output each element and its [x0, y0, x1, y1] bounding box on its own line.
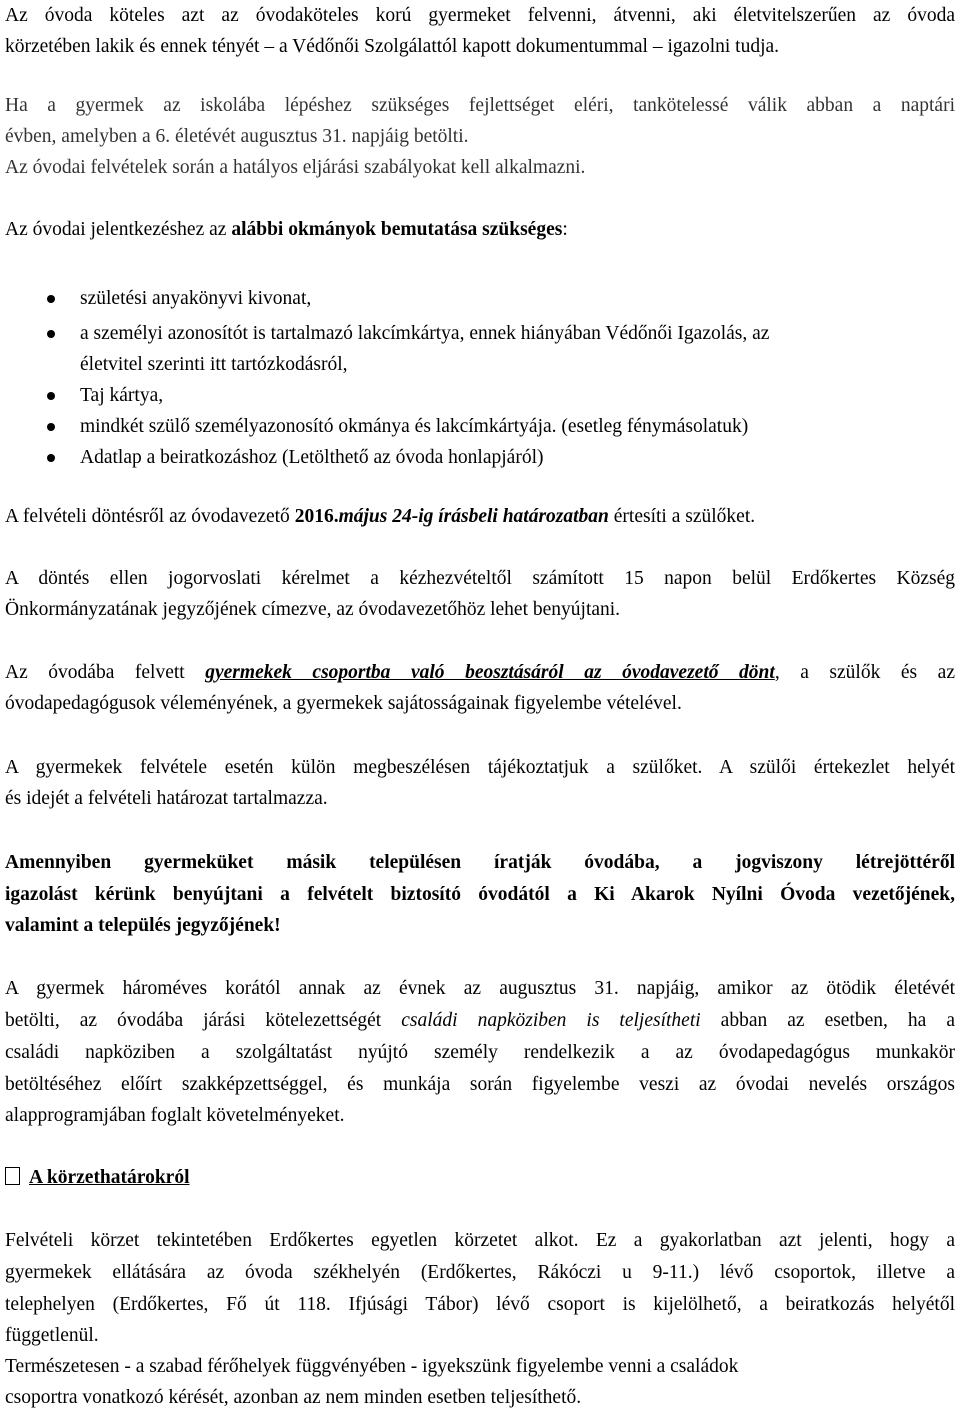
bullet-icon — [47, 454, 55, 462]
bullet-icon — [47, 330, 55, 338]
documents-list — [0, 283, 955, 473]
district-line5: Természetesen - a szabad férőhelyek függvényében - igyekszünk figyelembe venni a családok — [5, 1356, 739, 1377]
decision-text: A felvételi döntésről az óvodavezető — [5, 506, 295, 527]
age-emphasis: családi napközіben is teljesítheti — [401, 1010, 701, 1031]
other-settlement-line1: Amennyiben gyermeküket másik településen íratják óvodába, a jogviszony létrejöttéről — [5, 852, 955, 873]
age-text: betölti, az óvodába járási kötelezettségét — [5, 1010, 402, 1031]
decision-year: 2016. — [294, 506, 339, 527]
paragraph-school-readiness-line1: Ha a gyermek az iskolába lépéshez szükséges fejlettséget eléri, tankötelessé válik abban a naptári — [5, 95, 955, 116]
documents-intro — [5, 214, 955, 245]
age-line2 — [5, 1005, 955, 1036]
list-item-text: születési anyakönyvi kivonat, — [80, 288, 312, 309]
decision-text-end: értesíti a szülőket. — [608, 506, 756, 527]
age-line1: A gyermek hároméves korától annak az évnek az augusztus 31. napjáig, amikor az ötödik életévét — [5, 978, 955, 999]
parent-info-line2: és idejét a felvételi határozat tartalmazza. — [5, 788, 328, 809]
bullet-icon — [47, 295, 55, 303]
parent-info-line1: A gyermekek felvétele esetén külön megbeszélésen tájékoztatjuk a szülőket. A szülői értekezlet helyét — [5, 757, 955, 778]
bullet-icon — [47, 423, 55, 431]
section-heading — [5, 1162, 955, 1193]
list-item-continuation — [0, 349, 955, 380]
paragraph-admission-obligation-line1: Az óvoda köteles azt az óvodaköteles korú gyermeket felvenni, átvenni, aki életvitelszerűen az óvoda — [5, 5, 955, 26]
age-text-end: abban az esetben, ha a — [700, 1010, 955, 1031]
other-settlement-line2: igazolást kérünk benyújtani a felvételt biztosító óvodától a Ki Akarok Nyílni Óvoda vezetőjének, — [5, 884, 955, 905]
section-title: A körzethatárokról — [29, 1167, 190, 1188]
list-item-text: életvitel szerinti itt tartózkodásról, — [80, 354, 348, 375]
groups-emphasis: gyermekek csoportba való beosztásáról az óvodavezető dönt — [205, 662, 775, 683]
district-line4: függetlenül. — [5, 1325, 99, 1346]
paragraph-school-readiness-line2: évben, amelyben a 6. életévét augusztus 31. napjáig betölti. — [5, 126, 469, 147]
age-line4: betöltéséhez előírt szakképzettséggel, és munkája során figyelembe veszi az óvodai nevelés országos — [5, 1074, 955, 1095]
list-item-text: Taj kártya, — [80, 385, 164, 406]
list-item — [0, 411, 955, 442]
list-item-text: Adatlap a beiratkozáshoz (Letölthető az óvoda honlapjáról) — [80, 447, 544, 468]
district-line3: telephelyen (Erdőkertes, Fő út 118. Ifjúsági Tábor) lévő csoport is kijelölhető, a beiratkozás helyétől — [5, 1294, 955, 1315]
district-line1: Felvételi körzet tekintetében Erdőkertes egyetlen körzetet alkot. Ez a gyakorlatban azt jelenti, hogy a — [5, 1230, 955, 1251]
decision-notice — [5, 501, 955, 532]
list-item — [0, 318, 955, 349]
decision-deadline: május 24-ig írásbeli határozatban — [338, 506, 609, 527]
age-line3: családi napköziben a szolgáltatást nyújtó személy rendelkezik a az óvodapedagógus munkakör — [5, 1042, 955, 1063]
bullet-icon — [47, 392, 55, 400]
other-settlement-line3: valamint a település jegyzőjének! — [5, 915, 281, 936]
list-item — [0, 442, 955, 473]
list-item — [0, 283, 955, 314]
documents-intro-colon: : — [562, 219, 568, 240]
documents-intro-bold: alábbi okmányok bemutatása szükséges — [231, 219, 563, 240]
paragraph-procedure-rules: Az óvodai felvételek során a hatályos eljárási szabályokat kell alkalmazni. — [5, 157, 586, 178]
groups-line1 — [5, 657, 955, 688]
groups-text-end: , a szülők és az — [774, 662, 955, 683]
district-line2: gyermekek ellátására az óvoda székhelyén (Erdőkertes, Rákóczi u 9-11.) lévő csoportok, illetve a — [5, 1262, 955, 1283]
district-line6: csoportra vonatkozó kérését, azonban az nem minden esetben teljesíthető. — [5, 1387, 582, 1408]
list-item — [0, 380, 955, 411]
age-line5: alapprogramjában foglalt követelményeket. — [5, 1105, 345, 1126]
appeal-line1: A döntés ellen jogorvoslati kérelmet a kézhezvételtől számított 15 napon belül Erdőkertes Község — [5, 568, 955, 589]
square-bullet-icon — [5, 1167, 20, 1185]
groups-line2: óvodapedagógusok véleményének, a gyermekek sajátosságainak figyelembe vételével. — [5, 693, 682, 714]
appeal-line2: Önkormányzatának jegyzőjének címezve, az óvodavezetőhöz lehet benyújtani. — [5, 599, 621, 620]
paragraph-admission-obligation-line2: körzetében lakik és ennek tényét – a Védőnői Szolgálattól kapott dokumentummal – igazolni tudja. — [5, 36, 780, 57]
list-item-text: mindkét szülő személyazonosító okmánya és lakcímkártyája. (esetleg fénymásolatuk) — [80, 416, 749, 437]
documents-intro-text: Az óvodai jelentkezéshez az — [5, 219, 232, 240]
groups-text: Az óvodába felvett — [5, 662, 206, 683]
list-item-text: a személyi azonosítót is tartalmazó lakcímkártya, ennek hiányában Védőnői Igazolás, az — [80, 323, 770, 344]
